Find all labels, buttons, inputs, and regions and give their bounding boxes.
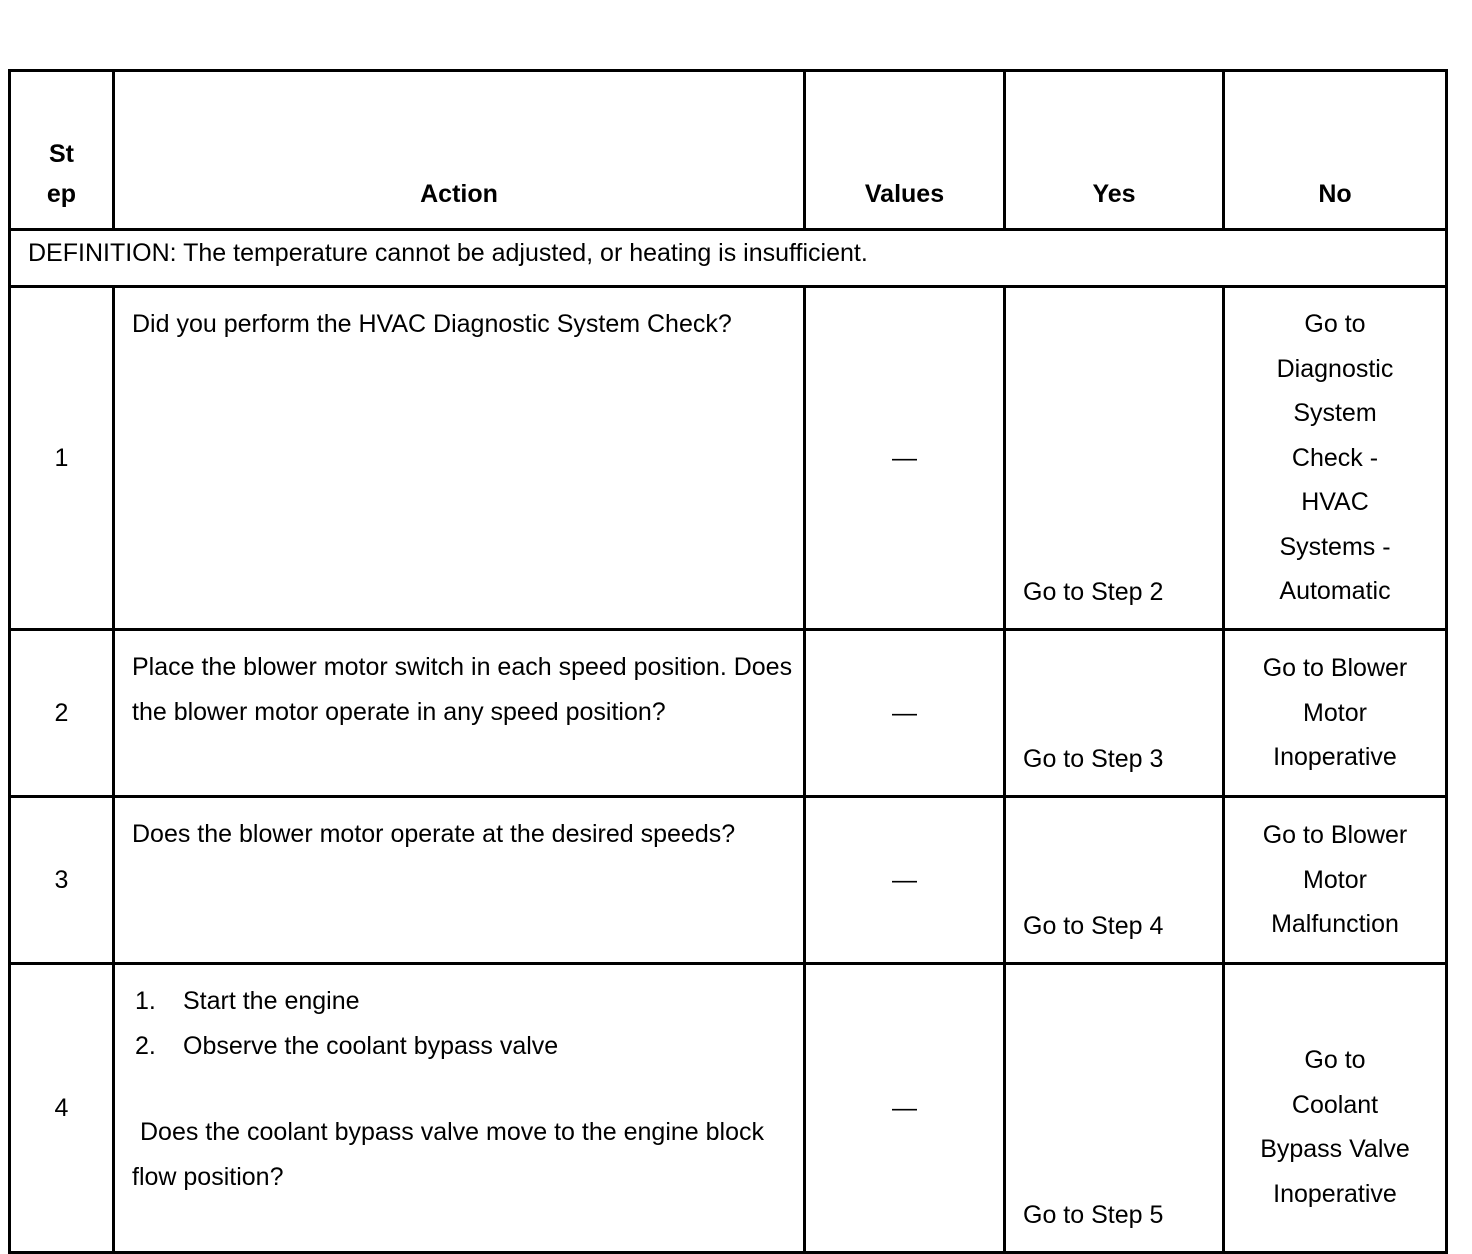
list-item-number: 2. bbox=[135, 1031, 156, 1060]
header-no: No bbox=[1224, 71, 1447, 230]
values-cell: — bbox=[805, 964, 1005, 1253]
step-number: 1 bbox=[10, 287, 114, 630]
action-steps-list bbox=[132, 979, 795, 1068]
no-cell bbox=[1224, 797, 1447, 964]
list-item-text: Start the engine bbox=[183, 987, 360, 1015]
list-item bbox=[132, 1024, 795, 1069]
header-step bbox=[10, 71, 114, 230]
no-line: Motor bbox=[1303, 698, 1367, 727]
no-line: System bbox=[1293, 399, 1377, 428]
values-cell: — bbox=[805, 287, 1005, 630]
no-line: Go to bbox=[1304, 1046, 1366, 1074]
yes-cell: Go to Step 2 bbox=[1005, 287, 1224, 630]
no-line: Go to bbox=[1304, 310, 1366, 339]
no-cell bbox=[1224, 287, 1447, 630]
header-action: Action bbox=[114, 71, 805, 230]
table-row bbox=[10, 964, 1447, 1253]
no-line: Bypass Valve bbox=[1260, 1135, 1410, 1163]
action-text: Does the blower motor operate at the desired speeds? bbox=[114, 797, 805, 964]
no-line: Systems - bbox=[1279, 532, 1391, 561]
no-line: Coolant bbox=[1291, 1090, 1379, 1119]
header-values: Values bbox=[805, 71, 1005, 230]
step-number: 3 bbox=[10, 797, 114, 964]
action-text: Did you perform the HVAC Diagnostic System Check? bbox=[114, 287, 805, 630]
yes-cell: Go to Step 3 bbox=[1005, 630, 1224, 797]
action-question: Does the coolant bypass valve move to the engine block flow position? bbox=[132, 1118, 764, 1191]
table-row bbox=[10, 630, 1447, 797]
no-line: Motor bbox=[1303, 865, 1367, 894]
no-cell bbox=[1224, 630, 1447, 797]
definition-text: DEFINITION: The temperature cannot be adjusted, or heating is insufficient. bbox=[10, 230, 1447, 287]
list-item bbox=[132, 979, 795, 1024]
no-line: Inoperative bbox=[1273, 1179, 1397, 1208]
definition-row bbox=[10, 230, 1447, 287]
header-step-line1: St bbox=[49, 140, 74, 168]
no-line: Inoperative bbox=[1273, 743, 1397, 772]
no-line: Automatic bbox=[1279, 577, 1391, 606]
header-step-line2: ep bbox=[46, 180, 77, 208]
no-cell bbox=[1224, 964, 1447, 1253]
values-cell: — bbox=[805, 797, 1005, 964]
table-row bbox=[10, 287, 1447, 630]
diagnostic-table bbox=[8, 69, 1448, 1254]
yes-cell: Go to Step 5 bbox=[1005, 964, 1224, 1253]
table-header-row bbox=[10, 71, 1447, 230]
yes-cell: Go to Step 4 bbox=[1005, 797, 1224, 964]
list-item-text: Observe the coolant bypass valve bbox=[183, 1031, 559, 1060]
no-line: Go to Blower bbox=[1262, 654, 1408, 683]
no-line: Malfunction bbox=[1271, 910, 1399, 939]
values-cell: — bbox=[805, 630, 1005, 797]
no-line: Check - bbox=[1291, 443, 1379, 472]
list-item-number: 1. bbox=[135, 987, 156, 1015]
header-yes: Yes bbox=[1005, 71, 1224, 230]
no-line: HVAC bbox=[1301, 488, 1369, 517]
action-text: Place the blower motor switch in each speed position. Does the blower motor operate in any speed position? bbox=[114, 630, 805, 797]
table-row bbox=[10, 797, 1447, 964]
action-cell bbox=[114, 964, 805, 1253]
no-line: Go to Blower bbox=[1262, 821, 1408, 850]
no-line: Diagnostic bbox=[1276, 354, 1394, 383]
step-number: 4 bbox=[10, 964, 114, 1253]
step-number: 2 bbox=[10, 630, 114, 797]
